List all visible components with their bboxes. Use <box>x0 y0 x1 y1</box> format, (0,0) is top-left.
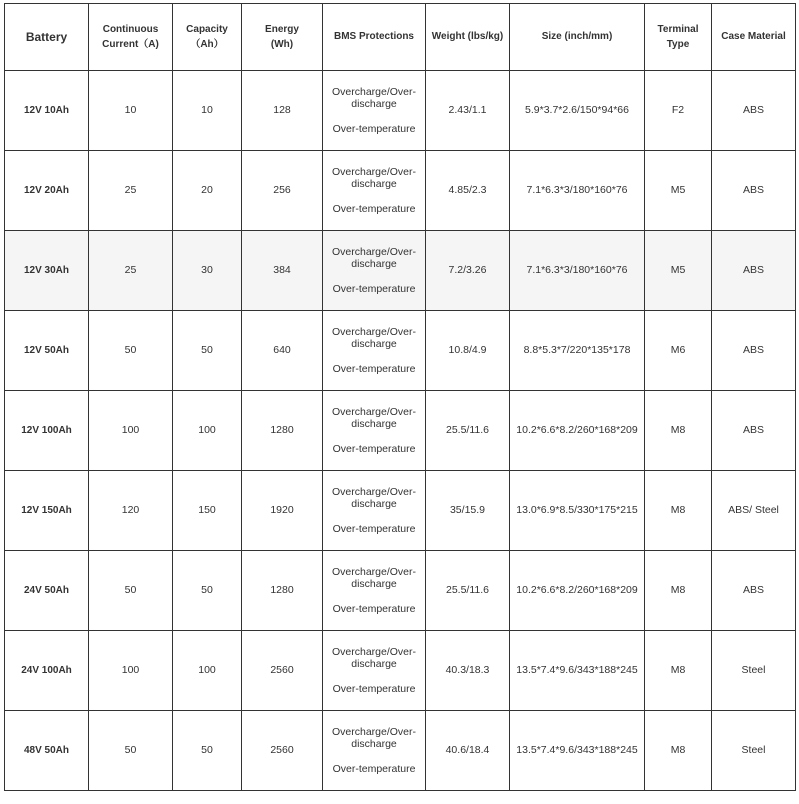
bms-overcharge-text: Overcharge/Over-discharge <box>331 726 417 751</box>
cell-case-material: ABS/ Steel <box>712 471 796 551</box>
bms-overcharge-text: Overcharge/Over-discharge <box>331 646 417 671</box>
cell-bms-protections <box>323 471 426 551</box>
table-row <box>5 231 796 311</box>
table-row <box>5 631 796 711</box>
cell-case-material: Steel <box>712 711 796 791</box>
cell-weight: 40.3/18.3 <box>426 631 510 711</box>
bms-overcharge-text: Overcharge/Over-discharge <box>331 246 417 271</box>
cell-size: 7.1*6.3*3/180*160*76 <box>510 231 645 311</box>
cell-size: 13.5*7.4*9.6/343*188*245 <box>510 631 645 711</box>
cell-continuous-current: 100 <box>89 631 173 711</box>
header-continuous-current: Continuous Current（A) <box>89 4 173 71</box>
cell-battery: 12V 50Ah <box>5 311 89 391</box>
cell-weight: 10.8/4.9 <box>426 311 510 391</box>
cell-bms-protections <box>323 71 426 151</box>
header-terminal-type: Terminal Type <box>645 4 712 71</box>
cell-size: 13.0*6.9*8.5/330*175*215 <box>510 471 645 551</box>
table-row <box>5 391 796 471</box>
cell-energy: 256 <box>242 151 323 231</box>
header-size: Size (inch/mm) <box>510 4 645 71</box>
cell-bms-protections <box>323 551 426 631</box>
cell-case-material: ABS <box>712 551 796 631</box>
bms-overtemp-text: Over-temperature <box>332 442 416 455</box>
cell-battery: 12V 150Ah <box>5 471 89 551</box>
cell-energy: 2560 <box>242 711 323 791</box>
cell-weight: 2.43/1.1 <box>426 71 510 151</box>
cell-capacity: 20 <box>173 151 242 231</box>
cell-continuous-current: 10 <box>89 71 173 151</box>
bms-overtemp-text: Over-temperature <box>332 682 416 695</box>
cell-size: 7.1*6.3*3/180*160*76 <box>510 151 645 231</box>
cell-bms-protections <box>323 151 426 231</box>
cell-capacity: 50 <box>173 551 242 631</box>
table-row <box>5 311 796 391</box>
cell-continuous-current: 100 <box>89 391 173 471</box>
bms-overtemp-text: Over-temperature <box>332 362 416 375</box>
cell-case-material: ABS <box>712 151 796 231</box>
cell-terminal-type: M5 <box>645 151 712 231</box>
cell-weight: 40.6/18.4 <box>426 711 510 791</box>
bms-overtemp-text: Over-temperature <box>332 122 416 135</box>
table-row <box>5 711 796 791</box>
cell-terminal-type: M8 <box>645 471 712 551</box>
cell-terminal-type: M8 <box>645 391 712 471</box>
cell-size: 5.9*3.7*2.6/150*94*66 <box>510 71 645 151</box>
cell-terminal-type: M8 <box>645 631 712 711</box>
cell-size: 13.5*7.4*9.6/343*188*245 <box>510 711 645 791</box>
table-row <box>5 71 796 151</box>
cell-bms-protections <box>323 631 426 711</box>
cell-capacity: 100 <box>173 391 242 471</box>
cell-size: 10.2*6.6*8.2/260*168*209 <box>510 551 645 631</box>
cell-weight: 25.5/11.6 <box>426 391 510 471</box>
bms-overcharge-text: Overcharge/Over-discharge <box>331 566 417 591</box>
cell-bms-protections <box>323 311 426 391</box>
header-row <box>5 4 796 71</box>
cell-weight: 35/15.9 <box>426 471 510 551</box>
cell-case-material: Steel <box>712 631 796 711</box>
cell-energy: 2560 <box>242 631 323 711</box>
header-bms-protections: BMS Protections <box>323 4 426 71</box>
bms-overcharge-text: Overcharge/Over-discharge <box>331 486 417 511</box>
bms-overcharge-text: Overcharge/Over-discharge <box>331 166 417 191</box>
cell-bms-protections <box>323 391 426 471</box>
cell-energy: 128 <box>242 71 323 151</box>
header-weight: Weight (lbs/kg) <box>426 4 510 71</box>
cell-continuous-current: 50 <box>89 551 173 631</box>
bms-overtemp-text: Over-temperature <box>332 282 416 295</box>
battery-spec-table <box>4 3 796 791</box>
header-battery: Battery <box>5 4 89 71</box>
bms-overtemp-text: Over-temperature <box>332 602 416 615</box>
cell-battery: 24V 100Ah <box>5 631 89 711</box>
cell-continuous-current: 25 <box>89 151 173 231</box>
bms-overcharge-text: Overcharge/Over-discharge <box>331 406 417 431</box>
cell-battery: 12V 10Ah <box>5 71 89 151</box>
cell-size: 10.2*6.6*8.2/260*168*209 <box>510 391 645 471</box>
cell-continuous-current: 50 <box>89 711 173 791</box>
bms-overtemp-text: Over-temperature <box>332 202 416 215</box>
cell-size: 8.8*5.3*7/220*135*178 <box>510 311 645 391</box>
cell-battery: 48V 50Ah <box>5 711 89 791</box>
bms-overtemp-text: Over-temperature <box>332 762 416 775</box>
cell-continuous-current: 120 <box>89 471 173 551</box>
cell-case-material: ABS <box>712 231 796 311</box>
cell-battery: 24V 50Ah <box>5 551 89 631</box>
cell-battery: 12V 20Ah <box>5 151 89 231</box>
cell-capacity: 10 <box>173 71 242 151</box>
cell-terminal-type: M8 <box>645 551 712 631</box>
cell-capacity: 150 <box>173 471 242 551</box>
cell-battery: 12V 30Ah <box>5 231 89 311</box>
cell-capacity: 50 <box>173 711 242 791</box>
cell-continuous-current: 50 <box>89 311 173 391</box>
table-row <box>5 471 796 551</box>
cell-bms-protections <box>323 711 426 791</box>
cell-energy: 1920 <box>242 471 323 551</box>
cell-terminal-type: M6 <box>645 311 712 391</box>
table-body <box>5 71 796 791</box>
cell-terminal-type: M8 <box>645 711 712 791</box>
table-row <box>5 551 796 631</box>
bms-overcharge-text: Overcharge/Over-discharge <box>331 86 417 111</box>
cell-case-material: ABS <box>712 71 796 151</box>
cell-energy: 384 <box>242 231 323 311</box>
header-energy: Energy (Wh) <box>242 4 323 71</box>
cell-energy: 1280 <box>242 391 323 471</box>
table-row <box>5 151 796 231</box>
bms-overtemp-text: Over-temperature <box>332 522 416 535</box>
cell-weight: 25.5/11.6 <box>426 551 510 631</box>
cell-energy: 640 <box>242 311 323 391</box>
cell-continuous-current: 25 <box>89 231 173 311</box>
header-capacity: Capacity （Ah） <box>173 4 242 71</box>
cell-battery: 12V 100Ah <box>5 391 89 471</box>
cell-weight: 4.85/2.3 <box>426 151 510 231</box>
cell-capacity: 100 <box>173 631 242 711</box>
cell-energy: 1280 <box>242 551 323 631</box>
cell-case-material: ABS <box>712 391 796 471</box>
bms-overcharge-text: Overcharge/Over-discharge <box>331 326 417 351</box>
cell-case-material: ABS <box>712 311 796 391</box>
cell-terminal-type: M5 <box>645 231 712 311</box>
cell-capacity: 30 <box>173 231 242 311</box>
cell-bms-protections <box>323 231 426 311</box>
cell-weight: 7.2/3.26 <box>426 231 510 311</box>
cell-terminal-type: F2 <box>645 71 712 151</box>
header-case-material: Case Material <box>712 4 796 71</box>
cell-capacity: 50 <box>173 311 242 391</box>
